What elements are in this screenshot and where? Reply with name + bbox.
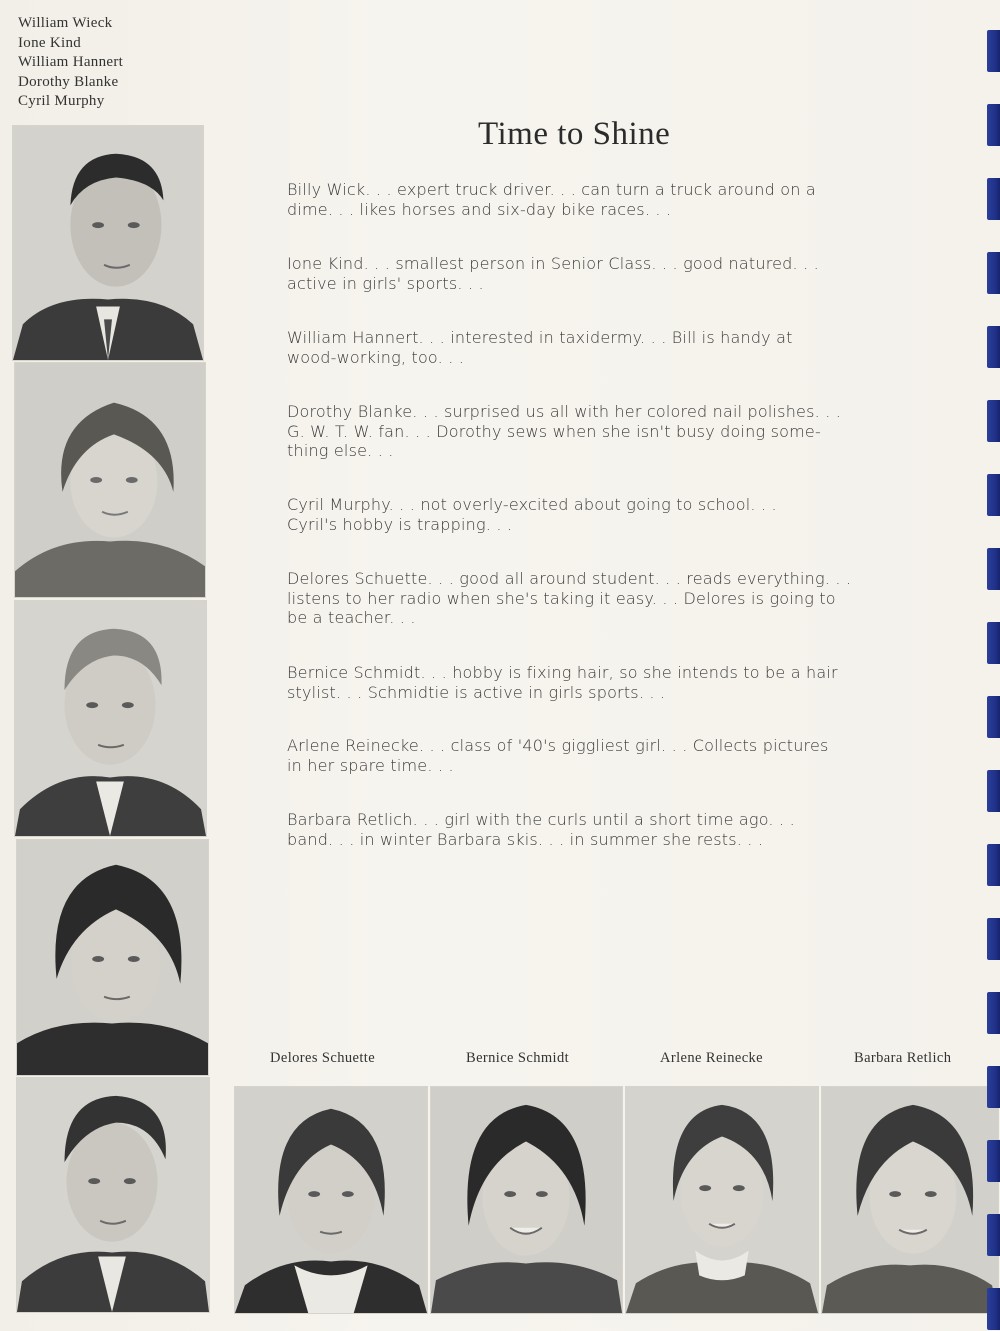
entry-arlene-reinecke (287, 736, 872, 775)
binding-hole (987, 548, 1000, 590)
portrait-photo-4 (16, 839, 209, 1076)
binding-hole (987, 30, 1000, 72)
page-title: Time to Shine (478, 116, 671, 152)
name-list-item: Cyril Murphy (18, 93, 105, 109)
caption-bernice-schmidt: Bernice Schmidt (466, 1050, 570, 1066)
entry-william-hannert (287, 328, 872, 367)
binding-hole (987, 696, 1000, 738)
entry-bernice-schmidt (287, 663, 872, 702)
binding-hole (987, 1140, 1000, 1182)
entry-line: Billy Wick. . . expert truck driver. . . can turn a truck around on a (287, 180, 816, 199)
name-list-item: Dorothy Blanke (18, 73, 119, 90)
portrait-arlene-reinecke (625, 1086, 819, 1314)
portrait-name-list (18, 14, 123, 112)
caption-delores-schuette: Delores Schuette (270, 1050, 376, 1066)
entry-line: be a teacher. . . (287, 608, 416, 627)
entry-line: wood-working, too. . . (287, 347, 465, 367)
entry-line: G. W. T. W. fan. . . Dorothy sews when she isn't busy doing some- (287, 421, 821, 441)
binding-hole (987, 1214, 1000, 1256)
binding-hole (987, 178, 1000, 220)
portrait-delores-schuette (234, 1086, 428, 1314)
entry-cyril-murphy (287, 495, 872, 534)
entry-dorothy-blanke (287, 402, 872, 461)
entry-line: Ione Kind. . . smallest person in Senior Class. . . good natured. . . (287, 254, 819, 273)
binding-hole (987, 1288, 1000, 1330)
portrait-barbara-retlich (821, 1086, 999, 1314)
caption-barbara-retlich: Barbara Retlich (854, 1050, 952, 1066)
entry-line: in her spare time. . . (287, 755, 454, 775)
binding-hole (987, 400, 1000, 442)
portrait-photo-1 (12, 125, 204, 361)
portrait-photo-2 (14, 362, 206, 598)
entry-line: Cyril's hobby is trapping. . . (287, 514, 513, 534)
entry-ione-kind (287, 254, 872, 293)
binding-hole (987, 474, 1000, 516)
portrait-photo-3 (14, 600, 207, 837)
spiral-binding (986, 30, 1000, 1330)
caption-arlene-reinecke: Arlene Reinecke (660, 1050, 764, 1066)
entry-line: Cyril Murphy. . . not overly-excited about going to school. . . (287, 495, 777, 514)
name-list-item: William Hannert (18, 54, 124, 70)
name-list-item: Ione Kind (18, 34, 82, 51)
entry-line: thing else. . . (287, 441, 394, 460)
portrait-photo-5 (16, 1077, 210, 1313)
entry-line: dime. . . likes horses and six-day bike races. . . (287, 199, 672, 219)
binding-hole (987, 104, 1000, 146)
binding-hole (987, 326, 1000, 368)
binding-hole (987, 992, 1000, 1034)
entry-line: Arlene Reinecke. . . class of '40's giggliest girl. . . Collects pictures (287, 736, 829, 755)
entry-line: Barbara Retlich. . . girl with the curls until a short time ago. . . (287, 810, 795, 829)
binding-hole (987, 622, 1000, 664)
entry-line: stylist. . . Schmidtie is active in girls sports. . . (287, 682, 666, 702)
entry-line: Dorothy Blanke. . . surprised us all with her colored nail polishes. . . (287, 402, 842, 421)
entry-delores-schuette (287, 569, 872, 628)
binding-hole (987, 844, 1000, 886)
binding-hole (987, 252, 1000, 294)
portrait-bernice-schmidt (430, 1086, 623, 1314)
entry-line: Bernice Schmidt. . . hobby is fixing hair, so she intends to be a hair (287, 663, 838, 682)
binding-hole (987, 918, 1000, 960)
binding-hole (987, 1066, 1000, 1108)
entry-billy-wick (287, 180, 872, 219)
entry-line: listens to her radio when she's taking it easy. . . Delores is going to (287, 588, 836, 608)
entry-line: active in girls' sports. . . (287, 273, 484, 293)
entry-barbara-retlich (287, 810, 872, 849)
name-list-item: William Wieck (18, 15, 113, 31)
binding-hole (987, 770, 1000, 812)
entry-line: Delores Schuette. . . good all around student. . . reads everything. . . (287, 569, 852, 588)
entry-line: band. . . in winter Barbara skis. . . in summer she rests. . . (287, 829, 764, 849)
entry-line: William Hannert. . . interested in taxidermy. . . Bill is handy at (287, 328, 793, 347)
